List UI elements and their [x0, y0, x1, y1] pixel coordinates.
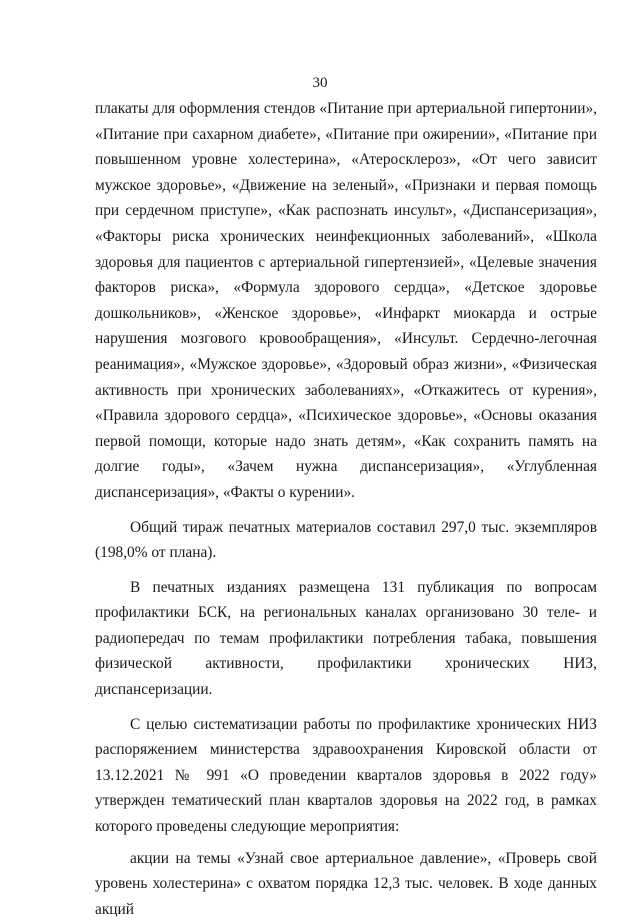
document-body — [95, 96, 597, 922]
paragraph-health-quarters-order: С целью систематизации работы по профилактике хронических НИЗ распоряжением министерства здравоохранения Кировской области от 13.12.2021 № 991 «О проведении кварталов здоровья в 2022 году» утвержден тематический план кварталов здоровья на 2022 год, в рамках которого проведены следующие мероприятия: — [95, 715, 597, 836]
paragraph-health-campaigns: акции на темы «Узнай свое артериальное давление», «Проверь свой уровень холестерина» с охватом порядка 12,3 тыс. человек. В ходе данных акций — [95, 849, 597, 918]
paragraph-posters-list: плакаты для оформления стендов «Питание при артериальной гипертонии», «Питание при сахарном диабете», «Питание при ожирении», «Питание при повышенном уровне холестерина», «Атеросклероз», «От чего зависит мужское здоровье», «Движение на зеленый», «Признаки и первая помощь при сердечном приступе», «Как распознать инсульт», «Диспансеризация», «Факторы риска хронических неинфекционных заболеваний», «Школа здоровья для пациентов с артериальной гипертензией», «Целевые значения факторов риска», «Формула здорового сердца», «Детское здоровье дошкольников», «Женское здоровье», «Инфаркт миокарда и острые нарушения мозгового кровообращения», «Инсульт. Сердечно-легочная реанимация», «Мужское здоровье», «Здоровый образ жизни», «Физическая активность при хронических заболеваниях», «Откажитесь от курения», «Правила здорового сердца», «Психическое здоровье», «Основы оказания первой помощи, которые надо знать детям», «Как сохранить память на долгие годы», «Зачем нужна диспансеризация», «Углубленная диспансеризация», «Факты о курении». — [95, 100, 597, 501]
page-number: 30 — [312, 75, 328, 91]
paragraph-print-circulation: Общий тираж печатных материалов составил 297,0 тыс. экземпляров (198,0% от плана). — [95, 518, 597, 562]
paragraph-publications: В печатных изданиях размещена 131 публикация по вопросам профилактики БСК, на региональных каналах организовано 30 теле- и радиопередач по темам профилактики потребления табака, повышения физической активности, профилактики хронических НИЗ, диспансеризации. — [95, 578, 597, 699]
